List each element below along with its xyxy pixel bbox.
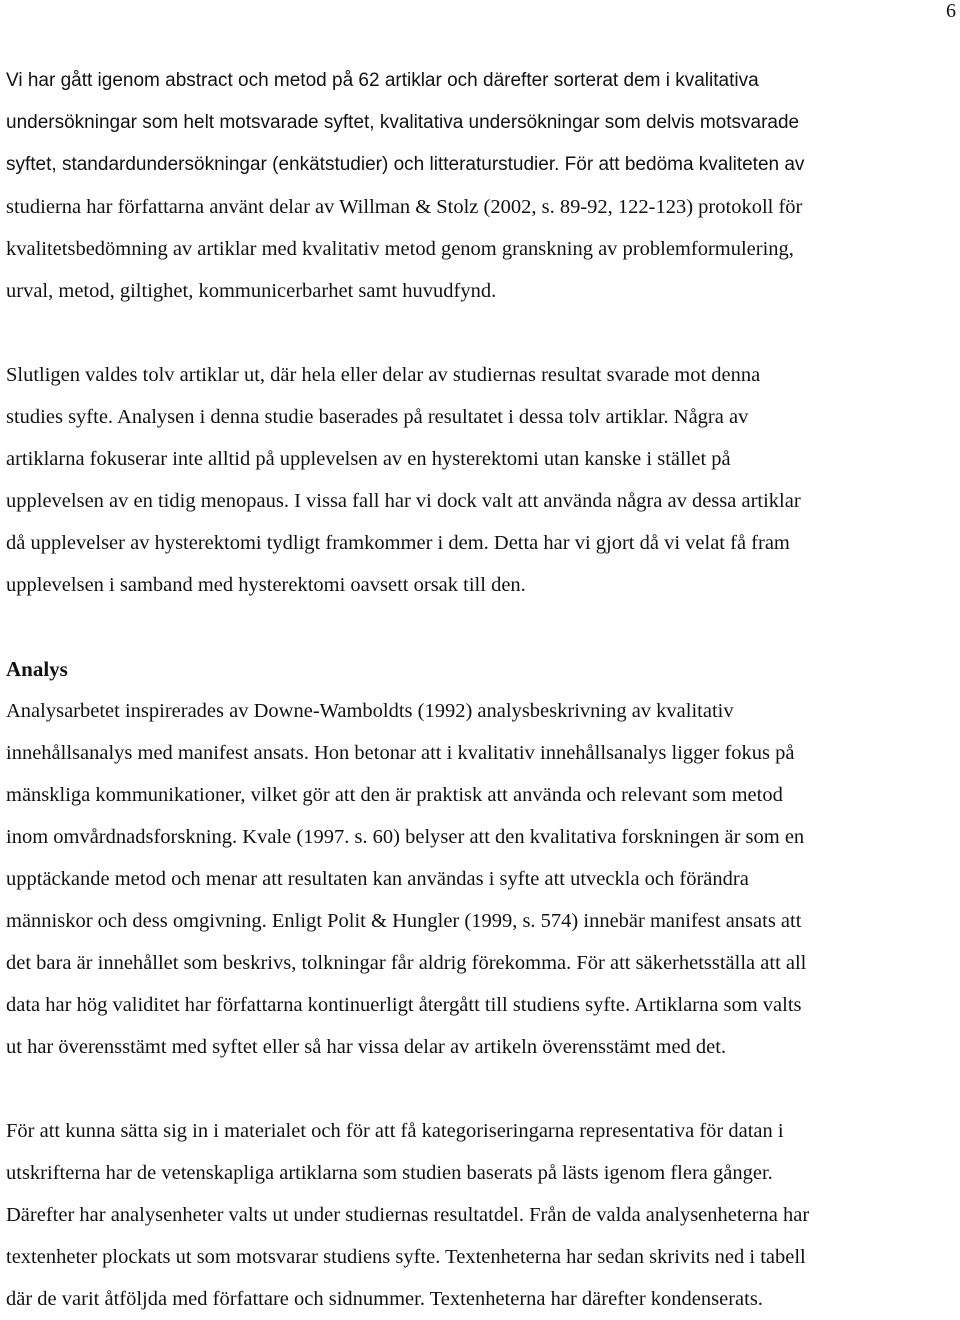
text-line: Vi har gått igenom abstract och metod på 62 artiklar och därefter sorterat dem i kvalitativa [6,70,759,91]
page-number: 6 [946,0,956,22]
section-heading-analys: Analys [6,657,68,681]
paragraph-categorization [6,1110,956,1320]
text-line: För att kunna sätta sig in i materialet och för att få kategoriseringarna representativa för datan i [6,1120,784,1142]
paragraph-selection [6,354,956,606]
text-line: innehållsanalys med manifest ansats. Hon betonar att i kvalitativ innehållsanalys ligger fokus på [6,742,795,764]
text-line: Analysarbetet inspirerades av Downe-Wamboldts (1992) analysbeskrivning av kvalitativ [6,700,734,722]
text-line: det bara är innehållet som beskrivs, tolkningar får aldrig förekomma. För att säkerhetsställa att all [6,952,807,974]
text-line: urval, metod, giltighet, kommunicerbarhet samt huvudfynd. [6,280,497,302]
paragraph-method-intro [6,60,956,186]
text-line: människor och dess omgivning. Enligt Polit & Hungler (1999, s. 574) innebär manifest ansats att [6,910,802,932]
text-line: där de varit åtföljda med författare och sidnummer. Textenheterna har därefter kondenserats. [6,1288,763,1310]
paragraph-analysis [6,690,956,1068]
text-line: inom omvårdnadsforskning. Kvale (1997. s. 60) belyser att den kvalitativa forskningen är som en [6,826,805,848]
text-line: studies syfte. Analysen i denna studie baserades på resultatet i dessa tolv artiklar. Några av [6,406,749,428]
text-line: textenheter plockats ut som motsvarar studiens syfte. Textenheterna har sedan skrivits ned i tabell [6,1246,806,1268]
text-line: studierna har författarna använt delar av Willman & Stolz (2002, s. 89-92, 122-123) protokoll för [6,196,803,218]
text-line: då upplevelser av hysterektomi tydligt framkommer i dem. Detta har vi gjort då vi velat få fram [6,532,790,554]
text-line: ut har överensstämt med syftet eller så har vissa delar av artikeln överensstämt med det. [6,1036,727,1058]
text-line: upptäckande metod och menar att resultaten kan användas i syfte att utveckla och förändra [6,868,749,890]
text-line: Slutligen valdes tolv artiklar ut, där hela eller delar av studiernas resultat svarade mot denna [6,364,761,386]
paragraph-method-intro-cont [6,186,956,312]
text-line: kvalitetsbedömning av artiklar med kvalitativ metod genom granskning av problemformulering, [6,238,794,260]
text-line: undersökningar som helt motsvarade syftet, kvalitativa undersökningar som delvis motsvarade [6,112,800,133]
text-line: Därefter har analysenheter valts ut under studiernas resultatdel. Från de valda analysenheterna har [6,1204,810,1226]
text-line: data har hög validitet har författarna kontinuerligt återgått till studiens syfte. Artiklarna som valts [6,994,802,1016]
text-line: upplevelsen i samband med hysterektomi oavsett orsak till den. [6,574,526,596]
text-line: upplevelsen av en tidig menopaus. I vissa fall har vi dock valt att använda några av dessa artiklar [6,490,801,512]
text-line: utskrifterna har de vetenskapliga artiklarna som studien baserats på lästs igenom flera gånger. [6,1162,773,1184]
text-line: mänskliga kommunikationer, vilket gör att den är praktisk att använda och relevant som metod [6,784,783,806]
text-line: artiklarna fokuserar inte alltid på upplevelsen av en hysterektomi utan kanske i stället på [6,448,731,470]
text-line: syftet, standardundersökningar (enkätstudier) och litteraturstudier. För att bedöma kvaliteten av [6,154,805,175]
